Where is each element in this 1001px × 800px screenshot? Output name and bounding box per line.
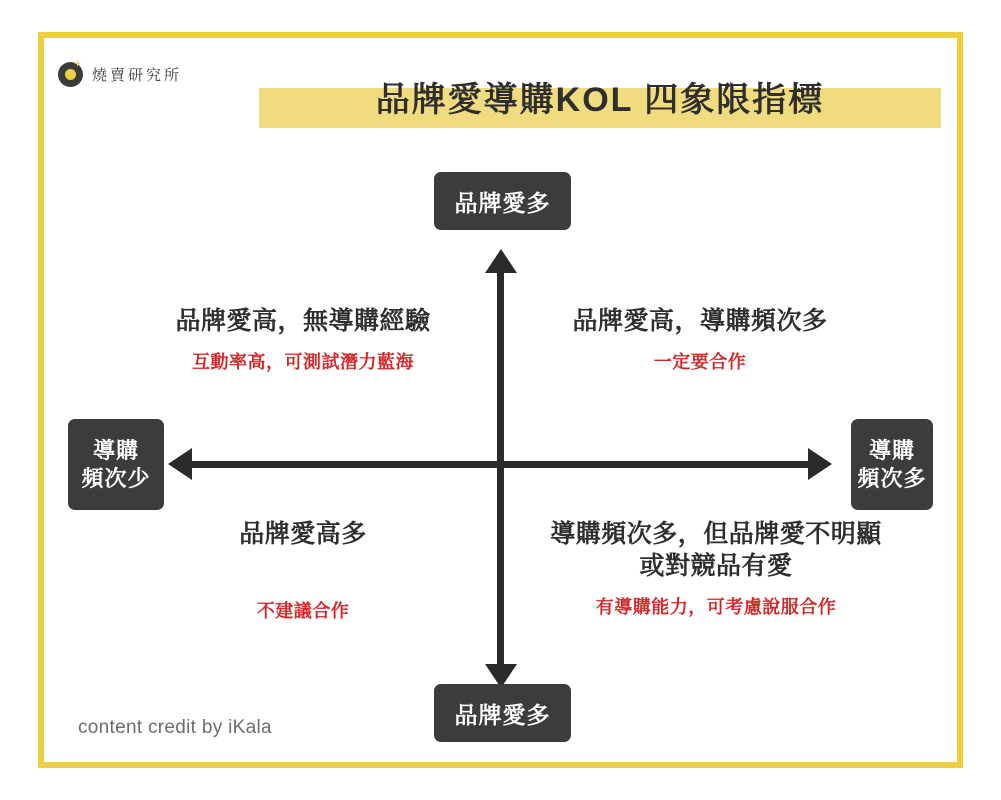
quadrant-top-left [128, 305, 478, 374]
axis-label-left-line1: 導購 [92, 438, 139, 463]
axis-label-top: 品牌愛多 [434, 172, 571, 230]
quadrant-note: 一定要合作 [653, 352, 747, 372]
quadrant-bottom-left [128, 518, 478, 623]
axis-label-right-line1: 導購 [868, 438, 915, 463]
quadrant-bottom-right [506, 518, 926, 619]
quadrant-note: 互動率高，可測試潛力藍海 [192, 352, 414, 372]
arrow-left-icon [168, 448, 192, 480]
quadrant-headline: 品牌愛高，無導購經驗 [175, 307, 431, 335]
axis-label-left [68, 419, 164, 510]
quadrant-headline: 品牌愛高多 [239, 520, 367, 548]
quadrant-note: 不建議合作 [256, 601, 350, 621]
quadrant-headline: 導購頻次多，但品牌愛不明顯 或對競品有愛 [550, 520, 882, 580]
axis-label-right [851, 419, 933, 510]
quadrant-note: 有導購能力，可考慮說服合作 [595, 597, 837, 617]
brand-logo [58, 62, 182, 87]
content-credit: content credit by iKala [78, 717, 272, 738]
horizontal-axis-line [190, 461, 813, 468]
quadrant-top-right [520, 305, 880, 374]
arrow-right-icon [808, 448, 832, 480]
brand-logo-text: 燒賣研究所 [92, 67, 183, 84]
axis-label-left-line2: 頻次少 [81, 465, 151, 491]
arrow-up-icon [485, 249, 517, 273]
axis-label-bottom: 品牌愛多 [434, 684, 571, 742]
quadrant-headline: 品牌愛高，導購頻次多 [572, 307, 828, 335]
axis-label-right-line2: 頻次多 [857, 465, 927, 491]
flame-circle-logo-icon [58, 62, 83, 87]
page-title: 品牌愛導購KOL 四象限指標 [375, 81, 825, 119]
vertical-axis-line [497, 268, 504, 668]
